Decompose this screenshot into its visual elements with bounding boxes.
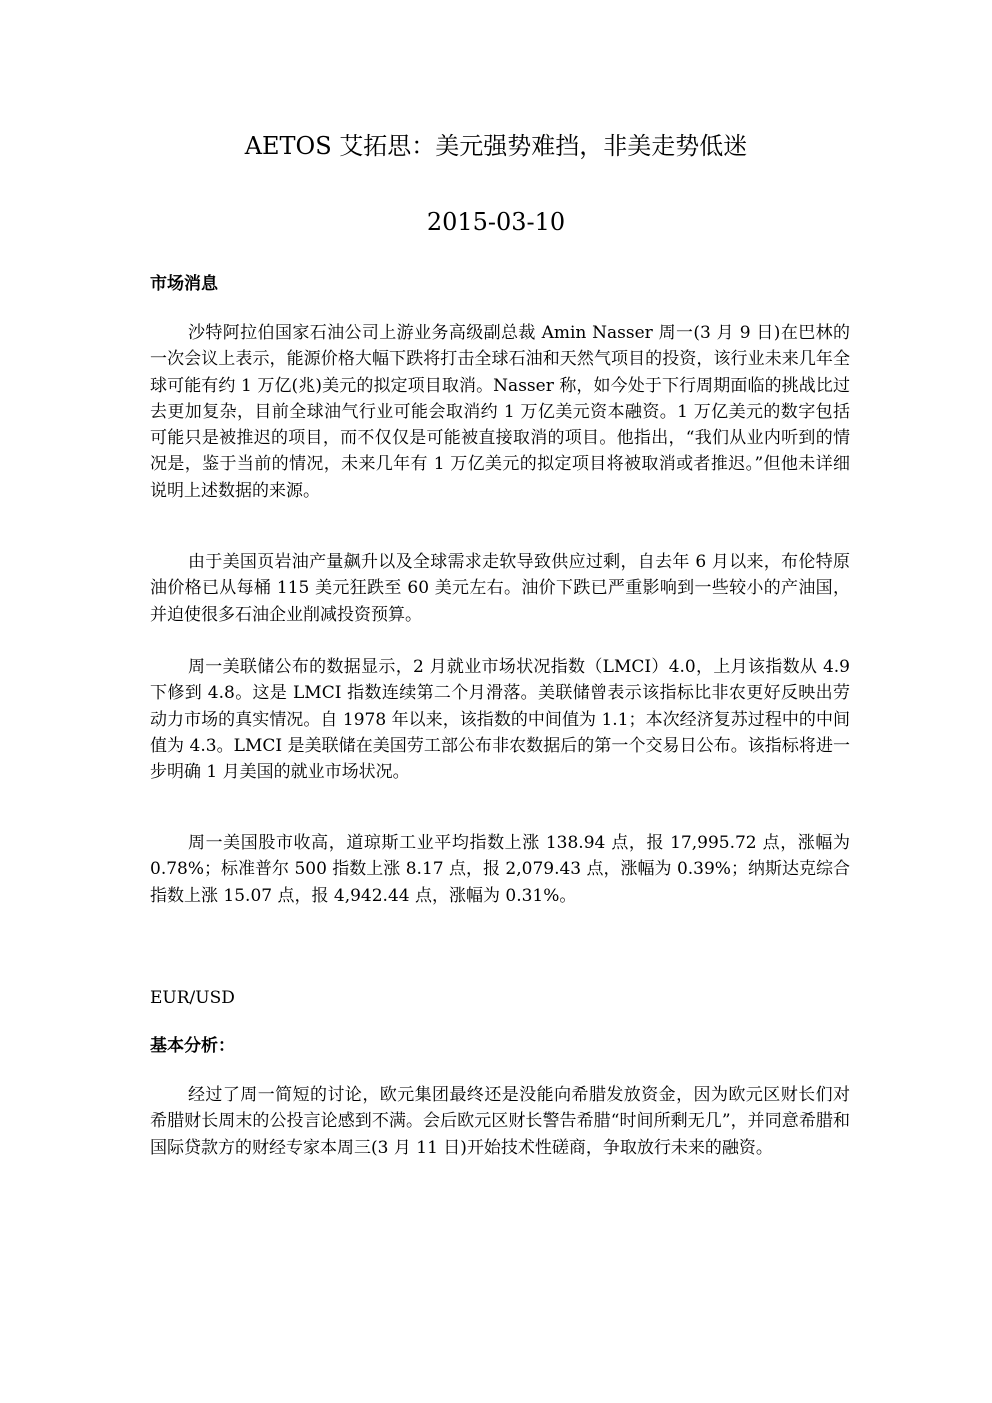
- paragraph-3: 周一美联储公布的数据显示，2 月就业市场状况指数（LMCI）4.0，上月该指数从 4.9 下修到 4.8。这是 LMCI 指数连续第二个月滑落。美联储曾表示该指标比非农更好反映出劳动力市场的真实情况。自 1978 年以来，该指数的中间值为 1.1；本次经济复苏过程中的中间值为 4.3。LMCI 是美联储在美国劳工部公布非农数据后的第一个交易日公布。该指标将进一步明确 1 月美国的就业市场状况。: [150, 657, 850, 783]
- document-date: 2015-03-10: [426, 208, 566, 236]
- paragraph-5: 经过了周一简短的讨论，欧元集团最终还是没能向希腊发放资金，因为欧元区财长们对希腊财长周末的公投言论感到不满。会后欧元区财长警告希腊“时间所剩无几”，并同意希腊和国际贷款方的财经专家本周三(3 月 11 日)开始技术性磋商，争取放行未来的融资。: [150, 1085, 850, 1158]
- section-heading-fundamental-analysis: 基本分析：: [150, 1036, 235, 1056]
- paragraph-2: 由于美国页岩油产量飙升以及全球需求走软导致供应过剩，自去年 6 月以来，布伦特原油价格已从每桶 115 美元狂跌至 60 美元左右。油价下跌已严重影响到一些较小的产油国，并迫使很多石油企业削减投资预算。: [150, 552, 850, 625]
- section-heading-market-news: 市场消息: [150, 274, 218, 294]
- document-title: AETOS 艾拓思：美元强势难挡，非美走势低迷: [244, 132, 748, 160]
- paragraph-1: 沙特阿拉伯国家石油公司上游业务高级副总裁 Amin Nasser 周一(3 月 9 日)在巴林的一次会议上表示，能源价格大幅下跌将打击全球石油和天然气项目的投资，该行业未来几年全球可能有约 1 万亿(兆)美元的拟定项目取消。Nasser 称，如今处于下行周期面临的挑战比过去更加复杂，目前全球油气行业可能会取消约 1 万亿美元资本融资。1 万亿美元的数字包括可能只是被推迟的项目，而不仅仅是可能被直接取消的项目。他指出，“我们从业内听到的情况是，鉴于当前的情况，未来几年有 1 万亿美元的拟定项目将被取消或者推迟。”但他未详细说明上述数据的来源。: [150, 323, 850, 501]
- paragraph-4: 周一美国股市收高，道琼斯工业平均指数上涨 138.94 点，报 17,995.72 点，涨幅为 0.78%；标准普尔 500 指数上涨 8.17 点，报 2,079.43 点，涨幅为 0.39%；纳斯达克综合指数上涨 15.07 点，报 4,942.44 点，涨幅为 0.31%。: [150, 833, 850, 906]
- currency-pair-label: EUR/USD: [150, 988, 235, 1008]
